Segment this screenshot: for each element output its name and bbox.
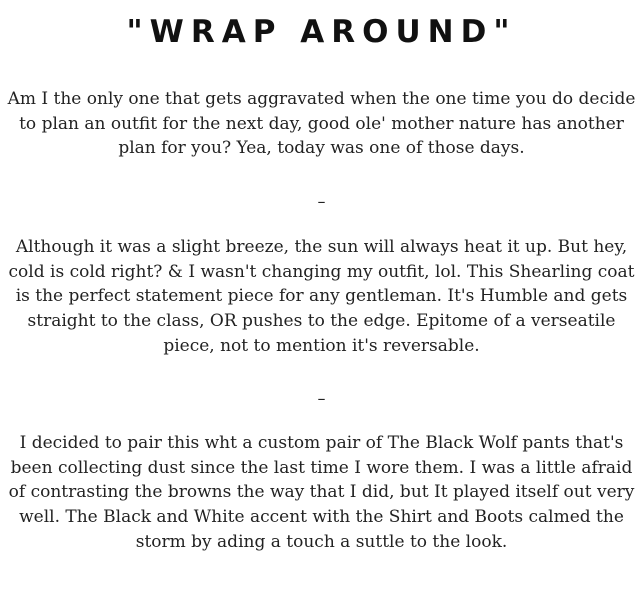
paragraph-intro: Am I the only one that gets aggravated when the one time you do decide to plan an outfit for the next day, good ole' mother nature has another plan for you? Yea, today was one of those days. [7, 89, 636, 159]
paragraph-coat: Although it was a slight breeze, the sun will always heat it up. But hey, cold is cold right? & I wasn't changing my outfit, lol. This Shearling coat is the perfect statement piece for any gentleman. It's Humble and gets straight to the class, OR pushes to the edge. Epitome of a verseatile piece, not to mention it's reversable. [8, 237, 635, 356]
post-title: "WRAP AROUND" [126, 14, 517, 50]
section-separator: – [317, 192, 326, 211]
paragraph-pants: I decided to pair this wht a custom pair of The Black Wolf pants that's been collecting dust since the last time I wore them. I was a little afraid of contrasting the browns the way that I did, but It played itself out very well. The Black and White accent with the Shirt and Boots calmed the storm by ading a touch a suttle to the look. [8, 433, 635, 552]
section-separator: – [317, 389, 326, 408]
